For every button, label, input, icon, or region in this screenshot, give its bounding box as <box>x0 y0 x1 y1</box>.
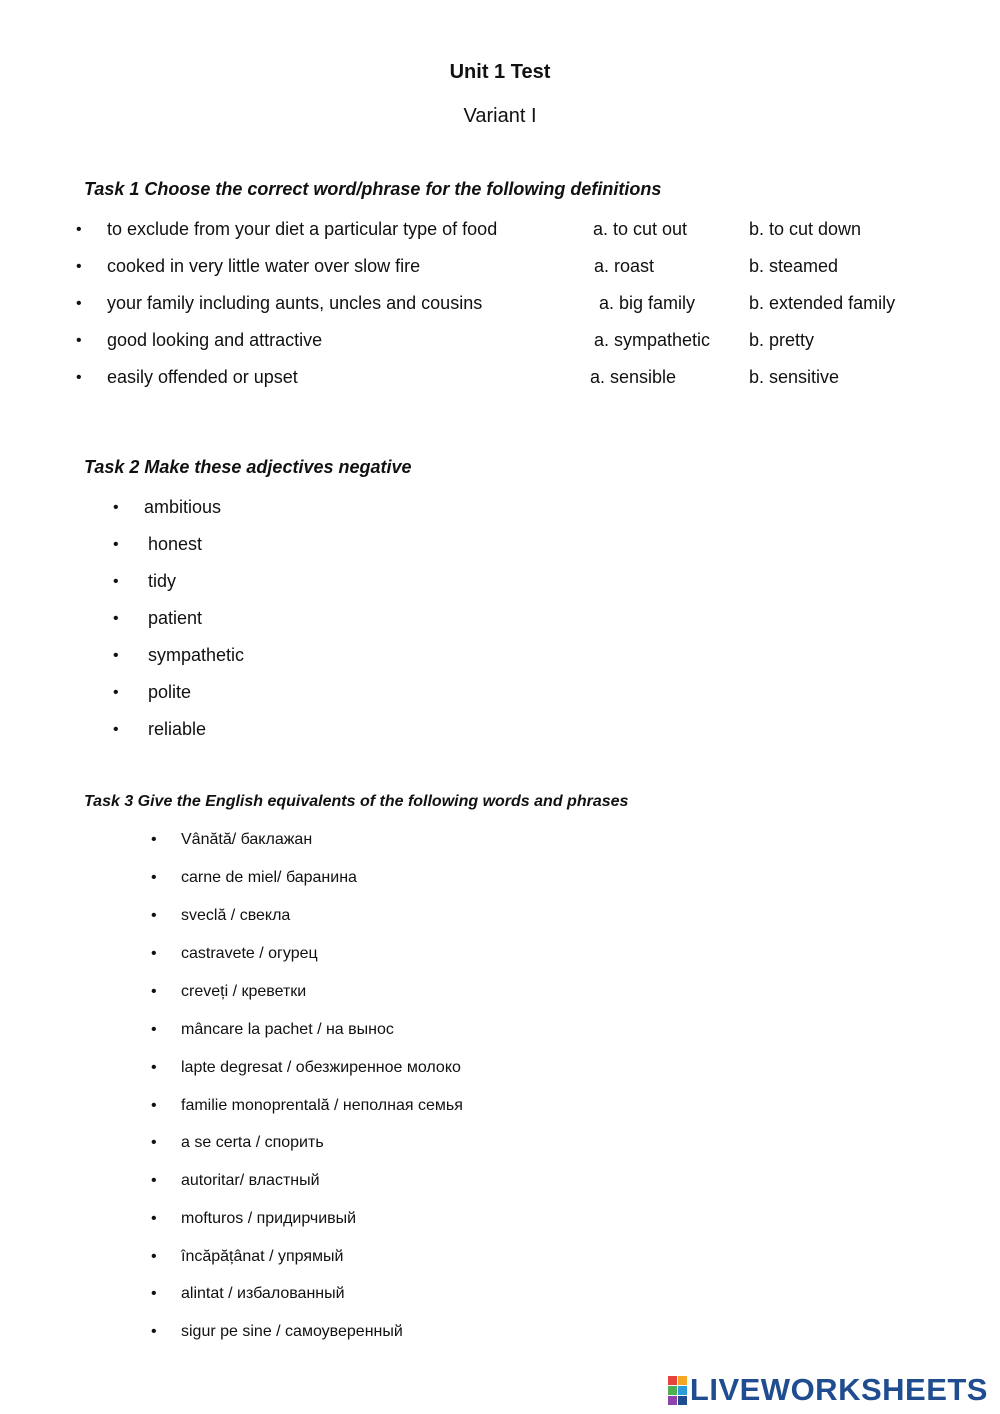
list-item: sympathetic <box>148 645 245 665</box>
liveworksheets-logo <box>668 1372 988 1408</box>
task2-heading: Task 2 Make these adjectives negative <box>84 457 412 477</box>
bullet: • <box>151 831 157 848</box>
bullet: • <box>76 295 82 312</box>
page-title: Unit 1 Test <box>449 61 551 83</box>
bullet: • <box>76 332 82 349</box>
bullet: • <box>151 945 157 962</box>
logo-text: LIVEWORKSHEETS <box>689 1372 988 1407</box>
bullet: • <box>151 1285 157 1302</box>
list-item: patient <box>148 608 203 628</box>
list-item: autoritar/ властный <box>181 1172 320 1189</box>
page-subtitle: Variant I <box>463 105 537 127</box>
definition-text: your family including aunts, uncles and cousins <box>107 293 483 313</box>
option-a[interactable]: a. sympathetic <box>594 330 711 350</box>
list-item: sveclă / свекла <box>181 907 291 924</box>
definition-text: good looking and attractive <box>107 330 323 350</box>
option-a[interactable]: a. roast <box>594 256 655 276</box>
list-item: Vânătă/ баклажан <box>181 831 313 848</box>
bullet: • <box>151 1059 157 1076</box>
logo-block <box>678 1386 687 1395</box>
list-item: mâncare la pachet / на вынос <box>181 1021 394 1038</box>
bullet: • <box>151 1097 157 1114</box>
bullet: • <box>151 907 157 924</box>
logo-block <box>668 1386 677 1395</box>
definition-text: to exclude from your diet a particular type of food <box>107 219 498 239</box>
list-item: tidy <box>148 571 177 591</box>
logo-block <box>678 1396 687 1405</box>
option-b[interactable]: b. sensitive <box>749 367 840 387</box>
bullet: • <box>113 536 119 553</box>
list-item: castravete / огурец <box>181 945 318 962</box>
bullet: • <box>113 684 119 701</box>
task1-heading: Task 1 Choose the correct word/phrase for the following definitions <box>84 179 662 199</box>
bullet: • <box>151 1172 157 1189</box>
list-item: ambitious <box>144 497 222 517</box>
logo-block <box>668 1396 677 1405</box>
list-item: sigur pe sine / самоуверенный <box>181 1323 403 1340</box>
option-a[interactable]: a. big family <box>599 293 696 313</box>
option-b[interactable]: b. steamed <box>749 256 839 276</box>
option-a[interactable]: a. to cut out <box>593 219 688 239</box>
option-b[interactable]: b. pretty <box>749 330 815 350</box>
definition-text: cooked in very little water over slow fire <box>107 256 421 276</box>
list-item: alintat / избалованный <box>181 1285 345 1302</box>
bullet: • <box>151 1248 157 1265</box>
task3-heading: Task 3 Give the English equivalents of the following words and phrases <box>84 793 629 810</box>
list-item: creveți / креветки <box>181 983 307 1000</box>
bullet: • <box>113 610 119 627</box>
list-item: familie monoprentală / неполная семья <box>181 1097 463 1114</box>
list-item: carne de miel/ баранина <box>181 869 357 886</box>
bullet: • <box>76 221 82 238</box>
option-a[interactable]: a. sensible <box>590 367 677 387</box>
bullet: • <box>113 647 119 664</box>
definition-text: easily offended or upset <box>107 367 298 387</box>
bullet: • <box>76 369 82 386</box>
logo-blocks-icon <box>668 1376 687 1405</box>
bullet: • <box>113 499 119 516</box>
logo-block <box>678 1376 687 1385</box>
list-item: honest <box>148 534 203 554</box>
logo-block <box>668 1376 677 1385</box>
bullet: • <box>151 983 157 1000</box>
list-item: lapte degresat / обезжиренное молоко <box>181 1059 461 1076</box>
option-b[interactable]: b. extended family <box>749 293 896 313</box>
list-item: încăpățânat / упрямый <box>181 1248 344 1265</box>
list-item: reliable <box>148 719 207 739</box>
bullet: • <box>151 1021 157 1038</box>
bullet: • <box>151 1134 157 1151</box>
bullet: • <box>113 573 119 590</box>
list-item: polite <box>148 682 192 702</box>
option-b[interactable]: b. to cut down <box>749 219 862 239</box>
list-item: mofturos / придирчивый <box>181 1210 357 1227</box>
bullet: • <box>151 1323 157 1340</box>
bullet: • <box>151 869 157 886</box>
bullet: • <box>113 721 119 738</box>
bullet: • <box>151 1210 157 1227</box>
bullet: • <box>76 258 82 275</box>
list-item: a se certa / спорить <box>181 1134 324 1151</box>
